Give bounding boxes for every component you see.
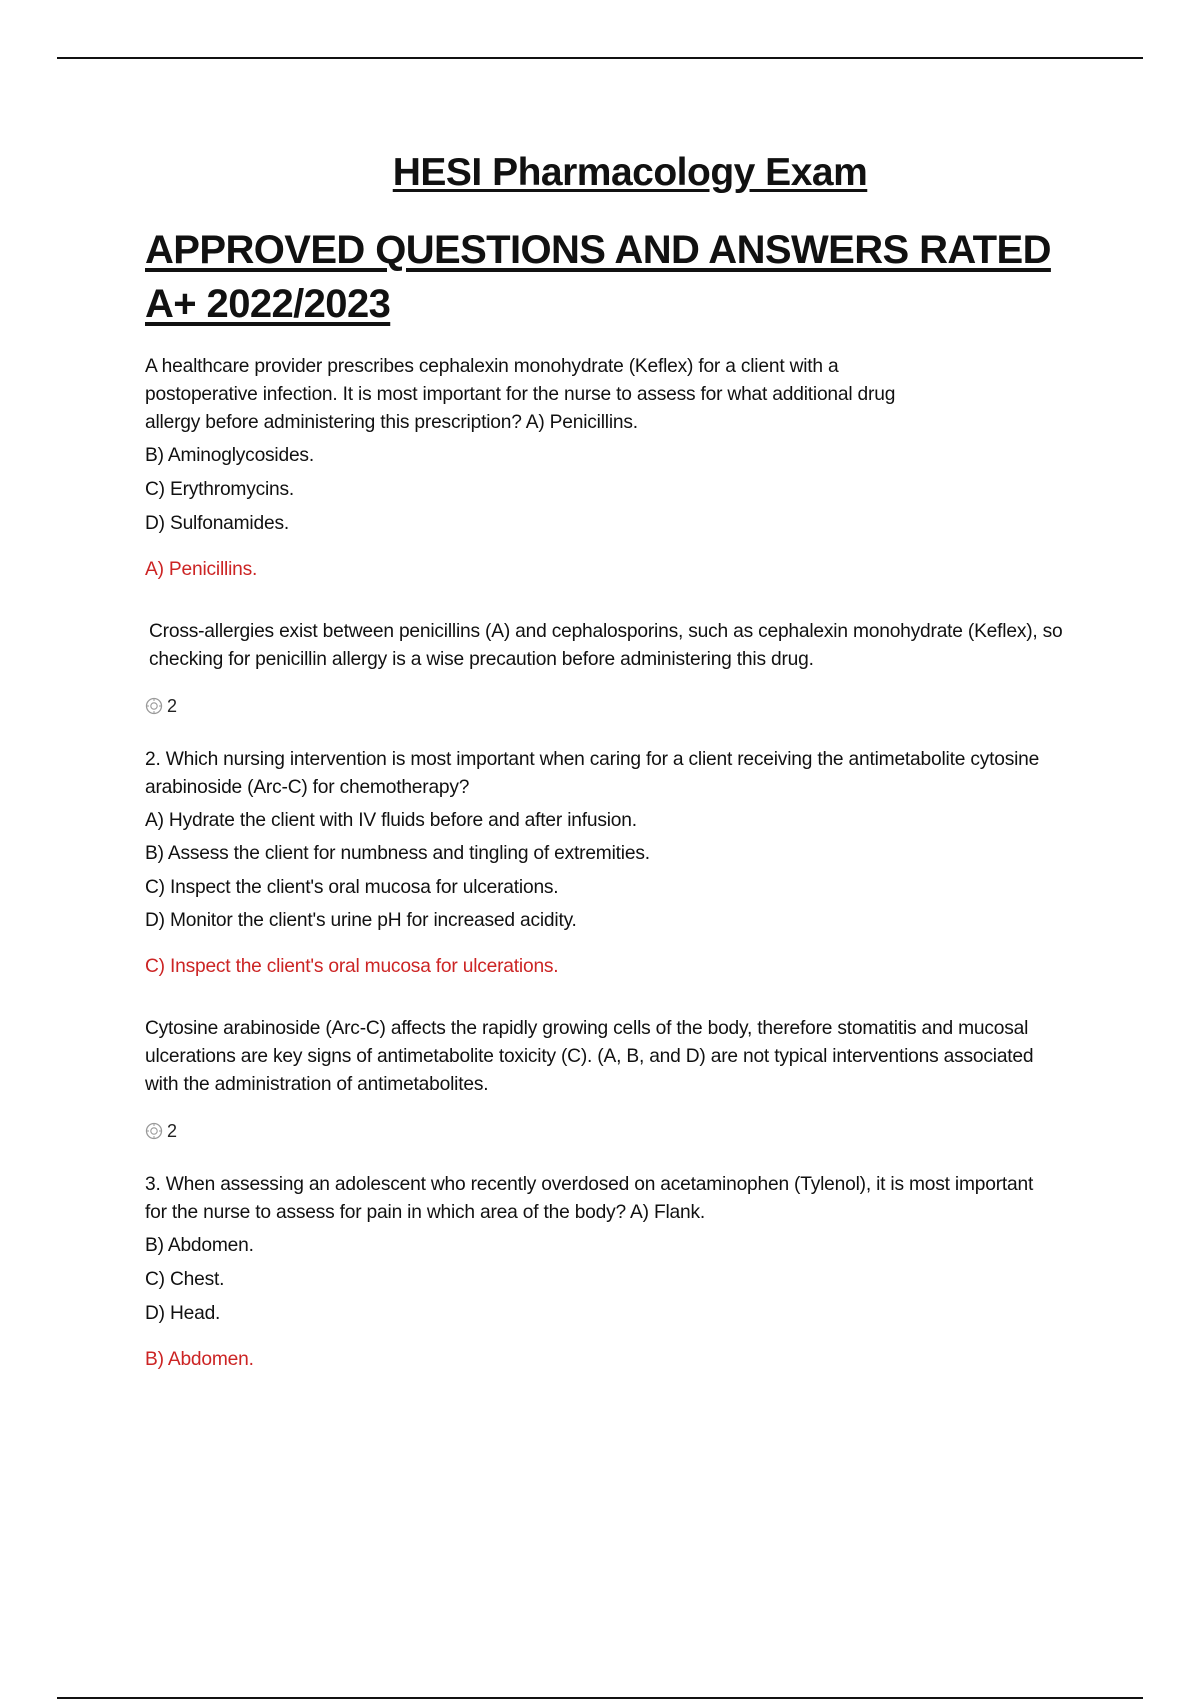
footer-rule <box>57 1697 1143 1699</box>
document-body <box>145 150 1085 1374</box>
question-2-option-a: A) Hydrate the client with IV fluids before and after infusion. <box>145 809 637 831</box>
question-1-answer: A) Penicillins. <box>145 558 258 580</box>
question-1-stem: A healthcare provider prescribes cephalexin monohydrate (Keflex) for a client with a postoperative infection. It is most important for the nurse to assess for what additional drug allergy before administering this prescription? A) Penicillins. <box>145 355 896 433</box>
question-2-answer: C) Inspect the client's oral mucosa for ulcerations. <box>145 955 559 977</box>
question-1-option-b: B) Aminoglycosides. <box>145 444 314 466</box>
question-1-meta-count: 2 <box>167 695 178 716</box>
question-3-stem: 3. When assessing an adolescent who recently overdosed on acetaminophen (Tylenol), it is most important for the nurse to assess for pain in which area of the body? A) Flank. <box>145 1173 1034 1223</box>
question-3-option-b: B) Abdomen. <box>145 1234 254 1256</box>
document-title: HESI Pharmacology Exam <box>392 151 868 194</box>
question-2 <box>145 746 1085 1143</box>
question-2-stem: 2. Which nursing intervention is most important when caring for a client receiving the antimetabolite cytosine arabinoside (Arc-C) for chemotherapy? <box>145 748 1040 798</box>
question-1 <box>145 353 1085 718</box>
question-1-option-d: D) Sulfonamides. <box>145 512 289 534</box>
question-3-answer: B) Abdomen. <box>145 1348 254 1370</box>
header-rule <box>57 57 1143 59</box>
question-2-meta-count: 2 <box>167 1120 178 1141</box>
question-3-option-d: D) Head. <box>145 1302 221 1324</box>
question-1-rationale: Cross-allergies exist between penicillins (A) and cephalosporins, such as cephalexin monohydrate (Keflex), so checking for penicillin allergy is a wise precaution before administering this drug. <box>149 620 1063 670</box>
question-1-meta <box>145 694 1085 718</box>
hint-icon <box>145 1122 163 1140</box>
document-subtitle: APPROVED QUESTIONS AND ANSWERS RATED A+ 2022/2023 <box>145 227 1051 326</box>
question-2-option-d: D) Monitor the client's urine pH for increased acidity. <box>145 909 577 931</box>
question-3-option-c: C) Chest. <box>145 1268 225 1290</box>
question-1-option-c: C) Erythromycins. <box>145 478 295 500</box>
question-2-option-c: C) Inspect the client's oral mucosa for ulcerations. <box>145 876 559 898</box>
question-2-meta <box>145 1119 1085 1143</box>
question-3 <box>145 1171 1085 1374</box>
question-2-rationale: Cytosine arabinoside (Arc-C) affects the rapidly growing cells of the body, therefore stomatitis and mucosal ulcerations are key signs of antimetabolite toxicity (C). (A, B, and D) are not typical interventions associated with the administration of antimetabolites. <box>145 1017 1034 1095</box>
question-2-option-b: B) Assess the client for numbness and tingling of extremities. <box>145 842 650 864</box>
hint-icon <box>145 697 163 715</box>
